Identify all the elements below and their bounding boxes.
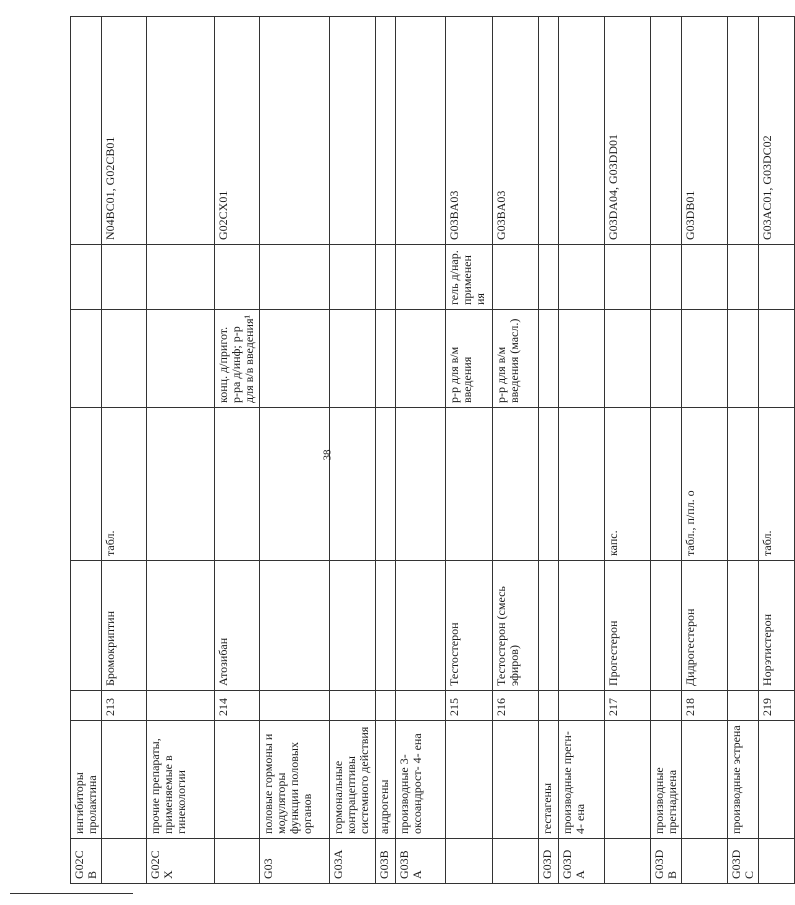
item-number-cell: 213 [102,691,147,721]
dosage-form-cell: табл. [102,408,147,561]
item-number-cell [728,691,759,721]
drug-table [70,16,795,884]
other-form-cell [396,245,446,310]
other-form-cell [147,245,215,310]
drug-name-cell: Тестостерон [446,561,493,691]
atc-reference-cell [728,17,759,245]
dosage-form-cell [559,408,605,561]
dosage-form-cell [260,408,330,561]
atc-code-cell: G03A [330,839,376,884]
other-form-cell [493,245,539,310]
drug-name-cell: Атозибан [215,561,260,691]
drug-name-cell [396,561,446,691]
dosage-form-cell: табл., п/пл. о [682,408,728,561]
atc-reference-cell: G02CX01 [215,17,260,245]
dosage-form-cell: капс. [605,408,651,561]
atc-code-cell: G03B [376,839,396,884]
dosage-form-cell [539,408,559,561]
atc-code-cell: G03 [260,839,330,884]
atc-reference-cell [71,17,102,245]
table-row [330,17,376,884]
table-row [605,17,651,884]
group-name-cell [215,721,260,839]
drug-name-cell: Бромокриптин [102,561,147,691]
atc-reference-cell: G03DA04, G03DD01 [605,17,651,245]
atc-code-cell: G03D [539,839,559,884]
atc-code-cell [446,839,493,884]
injection-form-cell [759,310,795,408]
injection-form-cell [102,310,147,408]
dosage-form-cell [215,408,260,561]
table-row [376,17,396,884]
atc-code-cell: G02CX [147,839,215,884]
injection-form-cell [605,310,651,408]
drug-name-cell [330,561,376,691]
table-row [215,17,260,884]
atc-code-cell [493,839,539,884]
group-name-cell [102,721,147,839]
atc-code-cell [605,839,651,884]
table-row [728,17,759,884]
atc-reference-cell [147,17,215,245]
injection-form-cell: р-р для в/м введения [446,310,493,408]
group-name-cell [759,721,795,839]
drug-name-cell [651,561,682,691]
item-number-cell: 219 [759,691,795,721]
item-number-cell [559,691,605,721]
other-form-cell [728,245,759,310]
item-number-cell [71,691,102,721]
injection-form-cell [71,310,102,408]
item-number-cell: 216 [493,691,539,721]
other-form-cell [376,245,396,310]
atc-code-cell: G03DC [728,839,759,884]
atc-reference-cell: G03BA03 [493,17,539,245]
injection-form-cell: р-р для в/м введения (масл.) [493,310,539,408]
item-number-cell [260,691,330,721]
item-number-cell [396,691,446,721]
drug-name-cell: Тестостерон (смесь эфиров) [493,561,539,691]
atc-code-cell [215,839,260,884]
atc-code-cell: G03DB [651,839,682,884]
injection-form-cell [651,310,682,408]
injection-form-cell [376,310,396,408]
atc-code-cell [682,839,728,884]
injection-form-cell [260,310,330,408]
drug-name-cell [728,561,759,691]
page-number: 38 [321,449,334,461]
dosage-form-cell [493,408,539,561]
drug-name-cell: Прогестерон [605,561,651,691]
group-name-cell: гормональные контрацептивы системного действия [330,721,376,839]
group-name-cell [446,721,493,839]
item-number-cell: 215 [446,691,493,721]
drug-name-cell: Норэтистерон [759,561,795,691]
group-name-cell: производные эстрена [728,721,759,839]
other-form-cell [71,245,102,310]
atc-reference-cell [330,17,376,245]
other-form-cell [651,245,682,310]
drug-name-cell [559,561,605,691]
item-number-cell: 217 [605,691,651,721]
dosage-form-cell [376,408,396,561]
table-row [102,17,147,884]
other-form-cell [605,245,651,310]
dosage-form-cell [147,408,215,561]
atc-reference-cell: G03AC01, G03DC02 [759,17,795,245]
other-form-cell [260,245,330,310]
table-row [260,17,330,884]
dosage-form-cell [728,408,759,561]
dosage-form-cell [446,408,493,561]
group-name-cell: производные прегн- 4- ена [559,721,605,839]
drug-name-cell [71,561,102,691]
group-name-cell: половые гормоны и модуляторы функции половых органов [260,721,330,839]
injection-form-cell [330,310,376,408]
other-form-cell [759,245,795,310]
other-form-cell: гель д/нар. применения [446,245,493,310]
injection-form-cell [682,310,728,408]
drug-name-cell [260,561,330,691]
item-number-cell [147,691,215,721]
atc-code-cell: G03BA [396,839,446,884]
drug-name-cell [147,561,215,691]
atc-reference-cell [396,17,446,245]
dosage-form-cell [330,408,376,561]
atc-reference-cell [651,17,682,245]
table-row [71,17,102,884]
table-row [651,17,682,884]
group-name-cell: гестагены [539,721,559,839]
atc-reference-cell [260,17,330,245]
table-row [147,17,215,884]
rotated-table-wrapper [70,17,774,884]
table-row [559,17,605,884]
group-name-cell: производные прегнадиена [651,721,682,839]
dosage-form-cell: табл. [759,408,795,561]
item-number-cell: 218 [682,691,728,721]
injection-form-cell [147,310,215,408]
footnote-separator [10,893,133,894]
group-name-cell [493,721,539,839]
drug-name-cell: Дидрогестерон [682,561,728,691]
other-form-cell [215,245,260,310]
other-form-cell [559,245,605,310]
item-number-cell: 214 [215,691,260,721]
item-number-cell [330,691,376,721]
other-form-cell [682,245,728,310]
group-name-cell: андрогены [376,721,396,839]
other-form-cell [539,245,559,310]
table-row [682,17,728,884]
drug-name-cell [539,561,559,691]
dosage-form-cell [71,408,102,561]
table-row [446,17,493,884]
group-name-cell [682,721,728,839]
atc-reference-cell: G03DB01 [682,17,728,245]
group-name-cell: ингибиторы пролактина [71,721,102,839]
item-number-cell [539,691,559,721]
group-name-cell: прочие препараты, применяемые в гинекологии [147,721,215,839]
dosage-form-cell [651,408,682,561]
atc-code-cell: G02CB [71,839,102,884]
atc-reference-cell: G03BA03 [446,17,493,245]
item-number-cell [651,691,682,721]
atc-code-cell: G03DA [559,839,605,884]
group-name-cell [605,721,651,839]
other-form-cell [102,245,147,310]
item-number-cell [376,691,396,721]
other-form-cell [330,245,376,310]
injection-form-cell [396,310,446,408]
atc-code-cell [759,839,795,884]
atc-reference-cell [559,17,605,245]
injection-form-cell: конц. д/пригот. р-ра д/инф; р-р для в/в введения¹ [215,310,260,408]
injection-form-cell [559,310,605,408]
atc-reference-cell [539,17,559,245]
drug-name-cell [376,561,396,691]
table-row [493,17,539,884]
table-row [396,17,446,884]
group-name-cell: производные 3-оксоандрост- 4- ена [396,721,446,839]
table-row [539,17,559,884]
atc-code-cell [102,839,147,884]
atc-reference-cell [376,17,396,245]
injection-form-cell [539,310,559,408]
table-row [759,17,795,884]
injection-form-cell [728,310,759,408]
dosage-form-cell [396,408,446,561]
atc-reference-cell: N04BC01, G02CB01 [102,17,147,245]
